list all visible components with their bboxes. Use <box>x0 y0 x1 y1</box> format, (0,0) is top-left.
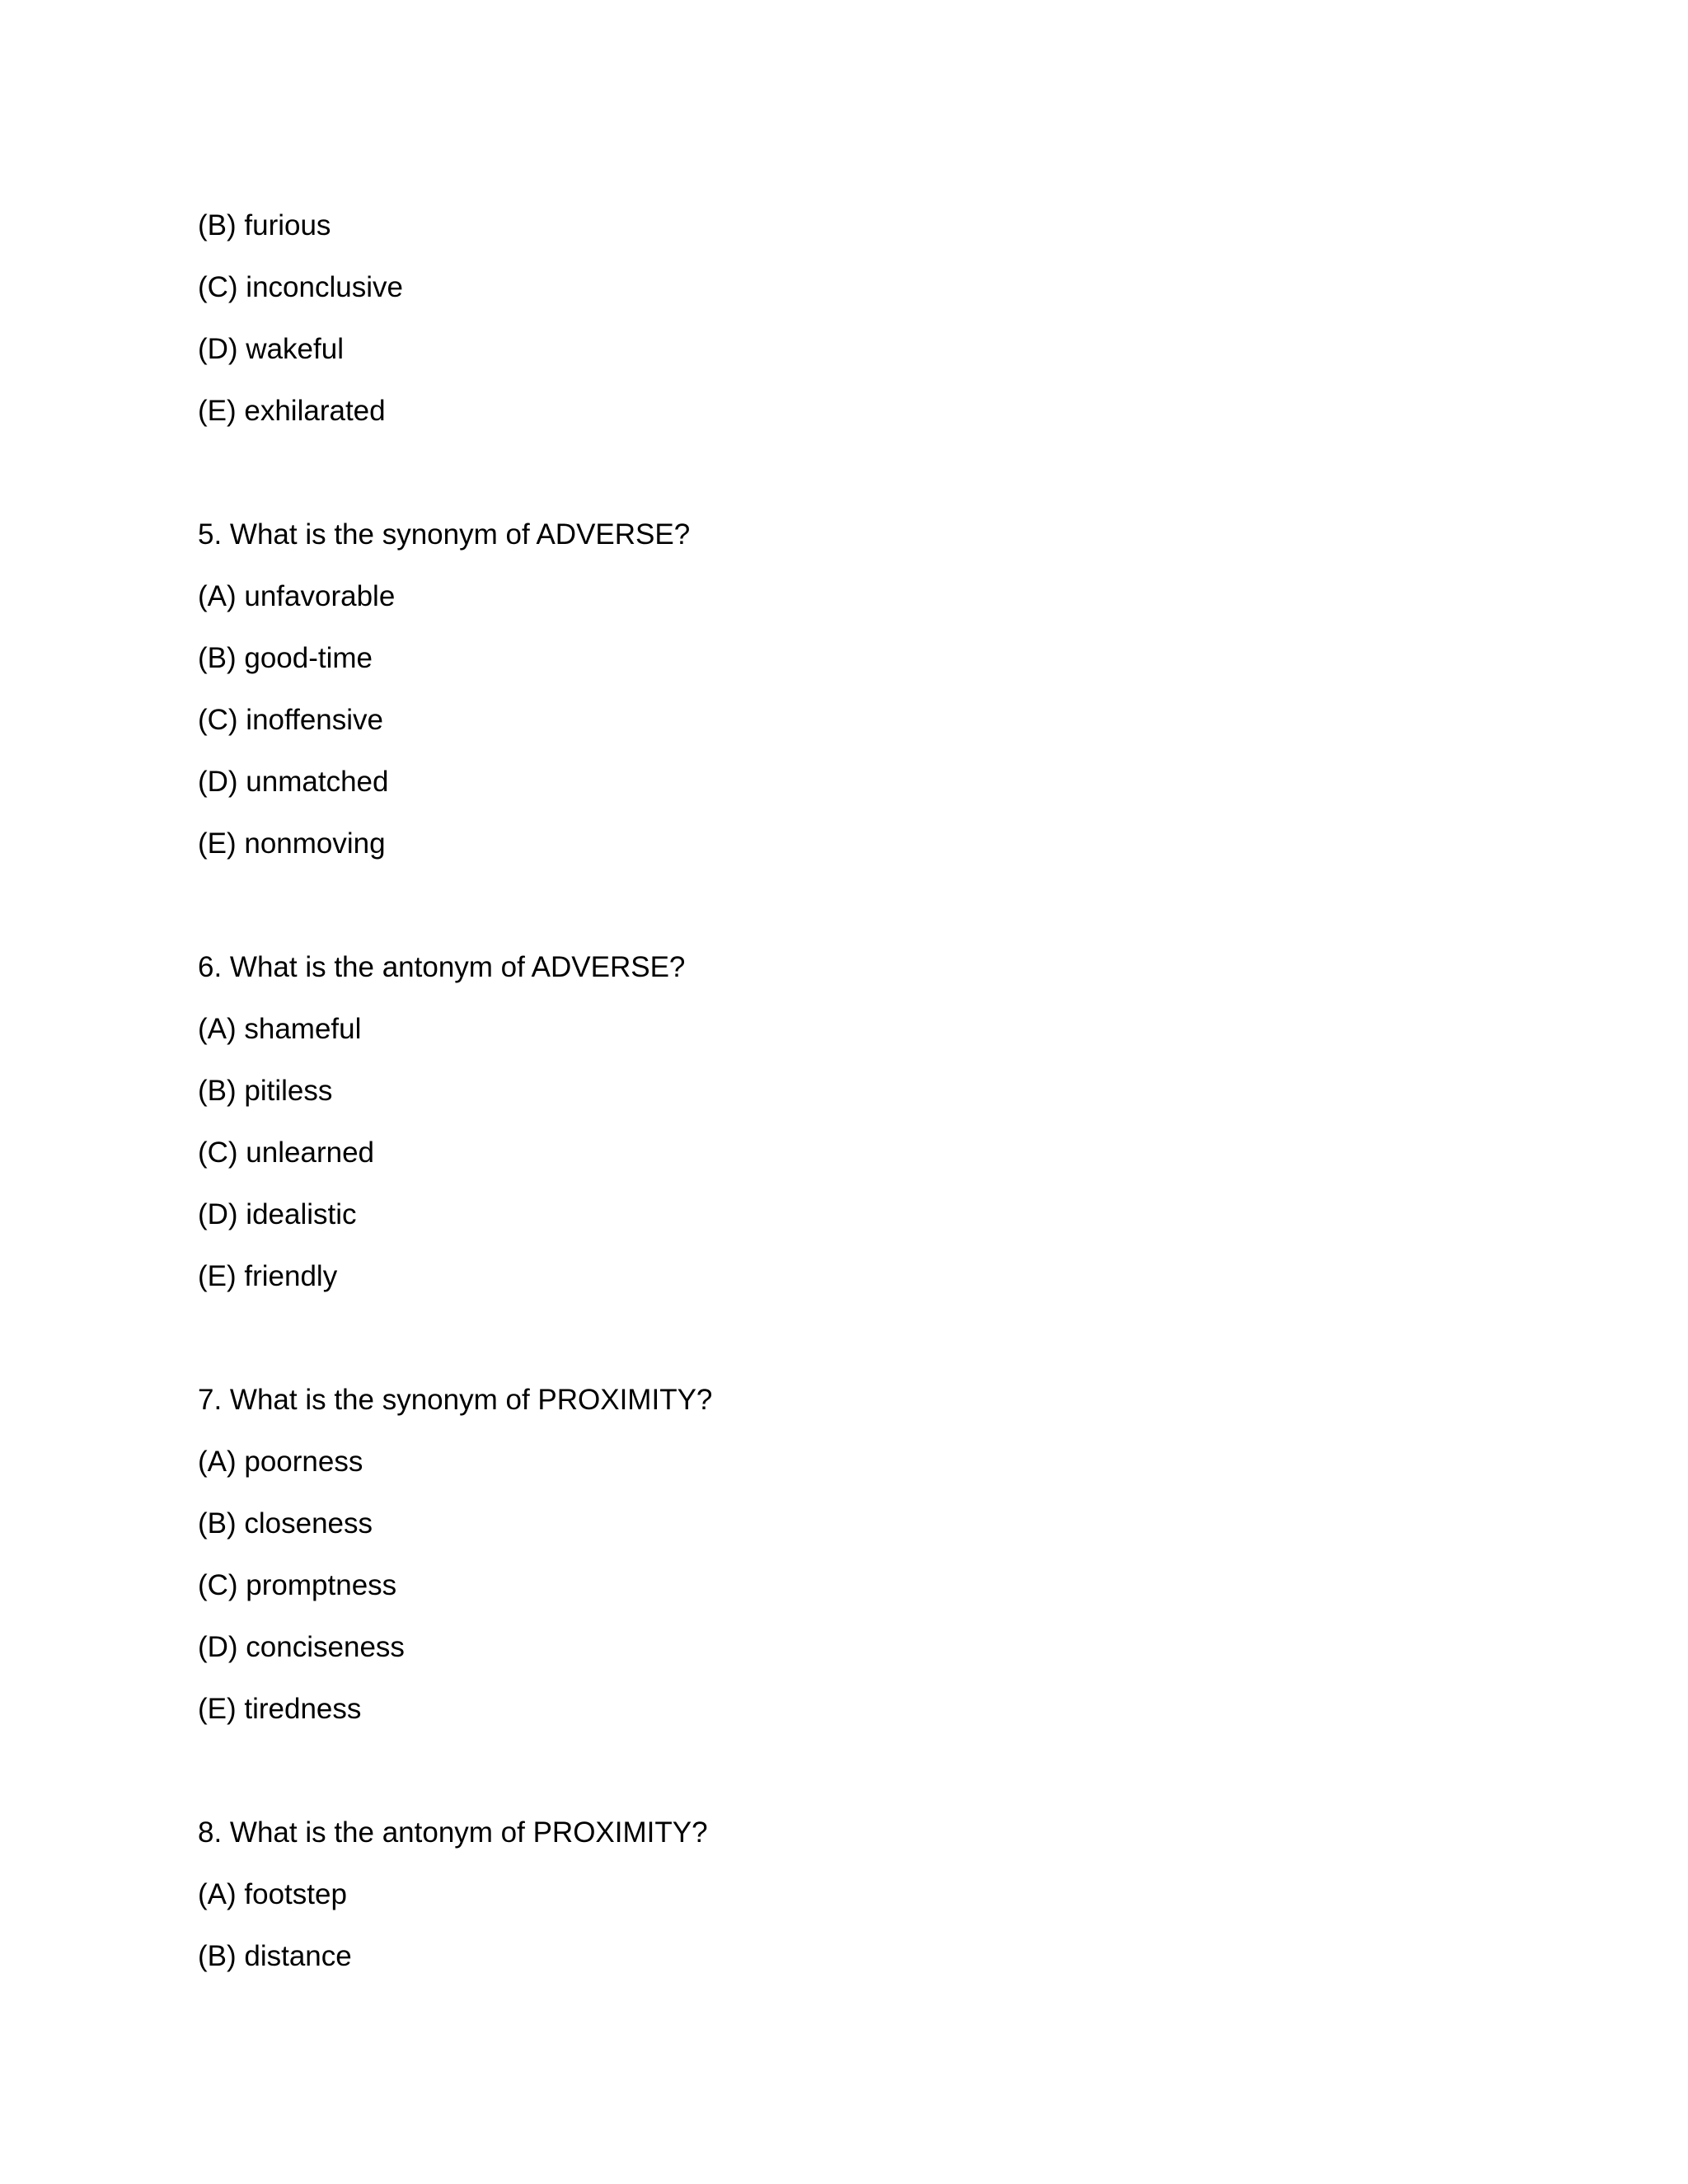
option: (E) tiredness <box>198 1693 362 1725</box>
question-prompt: 7. What is the synonym of PROXIMITY? <box>198 1384 713 1416</box>
option: (A) shameful <box>198 1013 362 1045</box>
option: (C) inconclusive <box>198 271 403 303</box>
option: (C) inoffensive <box>198 704 384 736</box>
option: (D) idealistic <box>198 1198 357 1230</box>
option: (B) closeness <box>198 1507 373 1540</box>
spacer <box>198 442 1517 504</box>
page-content <box>198 194 1517 1987</box>
spacer <box>198 1740 1517 1802</box>
spacer <box>198 874 1517 936</box>
question-5 <box>198 504 1517 874</box>
option: (D) unmatched <box>198 766 389 798</box>
option: (B) pitiless <box>198 1075 333 1107</box>
option: (B) good-time <box>198 642 373 674</box>
option: (E) friendly <box>198 1260 338 1292</box>
option: (C) unlearned <box>198 1137 374 1169</box>
spacer <box>198 1307 1517 1369</box>
question-prompt: 5. What is the synonym of ADVERSE? <box>198 518 691 551</box>
question-prompt: 6. What is the antonym of ADVERSE? <box>198 951 686 983</box>
question-prompt: 8. What is the antonym of PROXIMITY? <box>198 1816 708 1849</box>
option: (D) wakeful <box>198 333 344 365</box>
option: (A) poorness <box>198 1446 363 1478</box>
question-7 <box>198 1369 1517 1740</box>
option: (E) nonmoving <box>198 827 386 860</box>
option: (A) unfavorable <box>198 580 396 612</box>
option: (A) footstep <box>198 1878 347 1910</box>
option: (E) exhilarated <box>198 395 386 427</box>
option: (D) conciseness <box>198 1631 405 1663</box>
continued-options <box>198 194 1517 442</box>
option: (C) promptness <box>198 1569 397 1601</box>
option: (B) distance <box>198 1940 352 1972</box>
question-8 <box>198 1802 1517 1987</box>
question-6 <box>198 936 1517 1307</box>
option: (B) furious <box>198 209 331 241</box>
